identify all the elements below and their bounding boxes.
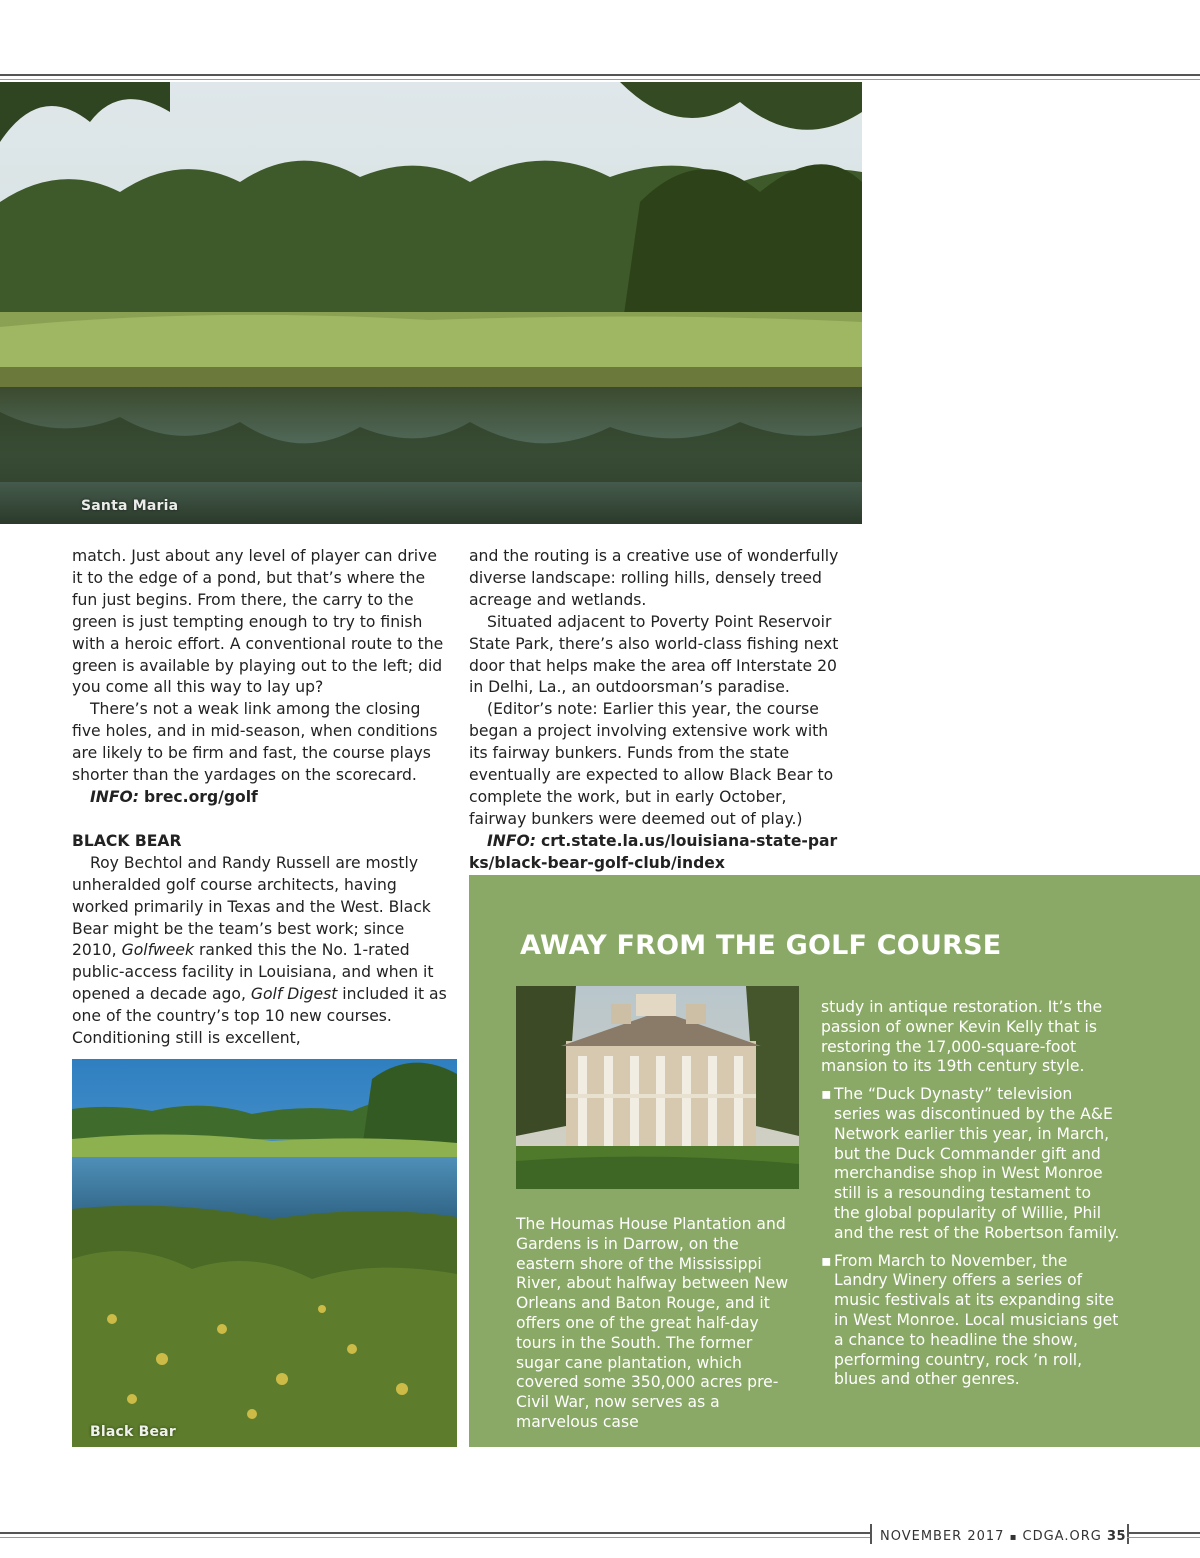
info-label: INFO: [90,787,139,806]
website[interactable]: CDGA.ORG [1022,1529,1102,1544]
bottom-photo-caption: Black Bear [90,1424,176,1440]
article-paragraph: and the routing is a creative use of wonderfully diverse landscape: rolling hills, densely treed acreage and wetlands. [469,547,839,609]
article-paragraph: Situated adjacent to Poverty Point Reservoir State Park, there’s also world-class fishing next door that helps make the area off Interstate 20 in Delhi, La., an outdoorsman’s paradise. [469,612,839,697]
bullet-text: From March to November, the Landry Winery offers a series of music festivals at its expanding site in West Monroe. Local musicians get a chance to headline the show, performing country, rock ’n roll, blues and other genres. [834,1251,1119,1389]
publication-name: Golfweek [121,941,195,960]
page-number: 35 [1106,1529,1127,1544]
article-column-left [72,546,450,1050]
sidebar-bullet-item [821,1252,1121,1391]
footer-rule-left [0,1532,870,1534]
bullet-icon: ▪ [821,1251,832,1270]
footer-rule-right-thin [1127,1537,1200,1538]
separator-icon: ▪ [1009,1532,1018,1543]
info-label: INFO: [487,831,536,850]
top-photo-caption: Santa Maria [81,498,179,514]
santa-maria-photo [0,82,862,524]
footer-rule-cap-right [1127,1524,1129,1544]
bullet-text: The “Duck Dynasty” television series was discontinued by the A&E Network earlier this year, in March, but the Duck Commander gift and merchandise shop in West Monroe still is a resounding testament to the global popularity of Willie, Phil and the rest of the Robertson family. [834,1085,1120,1242]
info-link[interactable]: brec.org/golf [143,787,258,806]
sidebar-paragraph: The Houmas House Plantation and Gardens is in Darrow, on the eastern shore of the Mississippi River, about halfway between New Orleans and Baton Rouge, and it offers one of the great half-day tours in the South. The former sugar cane plantation, which covered some 350,000 acres pre-Civil War, now serves as a marvelous case [516,1215,789,1431]
info-line [72,787,450,809]
text-run: Roy Bechtol and Randy Russell are mostly unheralded golf course architects, having worked primarily in Texas and the West. Black Bear might be the team’s best work; since 2010, [72,853,431,960]
article-paragraph [72,853,450,1050]
footer-rule-right [1127,1532,1200,1534]
black-bear-photo [72,1059,457,1447]
header-rule [0,74,1200,76]
sidebar-paragraph: study in antique restoration. It’s the passion of owner Kevin Kelly that is restoring the 17,000-square-foot mansion to its 19th century style. [821,998,1103,1076]
sidebar-right-text [821,998,1121,1390]
publication-name: Golf Digest [250,985,338,1004]
text-run: included it as one of the country’s top 10 new courses. Conditioning still is excellent, [72,985,447,1048]
text-run: ranked this the No. 1-rated public-access facility in Louisiana, and when it opened a decade ago, [72,941,434,1004]
spacer [72,809,450,831]
section-heading: BLACK BEAR [72,831,182,850]
sidebar-title: AWAY FROM THE GOLF COURSE [520,930,1002,961]
info-line [469,831,845,875]
info-link[interactable]: crt.state.la.us/louisiana-state-parks/black-bear-golf-club/index [469,831,838,872]
article-paragraph: match. Just about any level of player can drive it to the edge of a pond, but that’s where the fun just begins. From there, the carry to the green is just tempting enough to try to finish with a heroic effort. A conventional route to the green is available by playing out to the left; did you come all this way to lay up? [72,547,444,697]
bullet-icon: ▪ [821,1085,832,1104]
footer-rule-cap-left [870,1524,872,1544]
header-rule-thin [0,79,1200,80]
footer-rule-left-thin [0,1537,870,1538]
sidebar-bullet-item [821,1085,1121,1243]
article-paragraph: There’s not a weak link among the closing five holes, and in mid-season, when conditions are likely to be firm and fast, the course plays shorter than the yardages on the scorecard. [72,700,438,785]
houmas-house-photo [516,986,799,1189]
issue-date: NOVEMBER 2017 [880,1529,1005,1544]
article-column-right [469,546,845,875]
article-paragraph: (Editor’s note: Earlier this year, the course began a project involving extensive work with its fairway bunkers. Funds from the state eventually are expected to allow Black Bear to complete the work, but in early October, fairway bunkers were deemed out of play.) [469,700,834,828]
sidebar-left-text [516,1215,798,1433]
page-footer [880,1529,1126,1544]
